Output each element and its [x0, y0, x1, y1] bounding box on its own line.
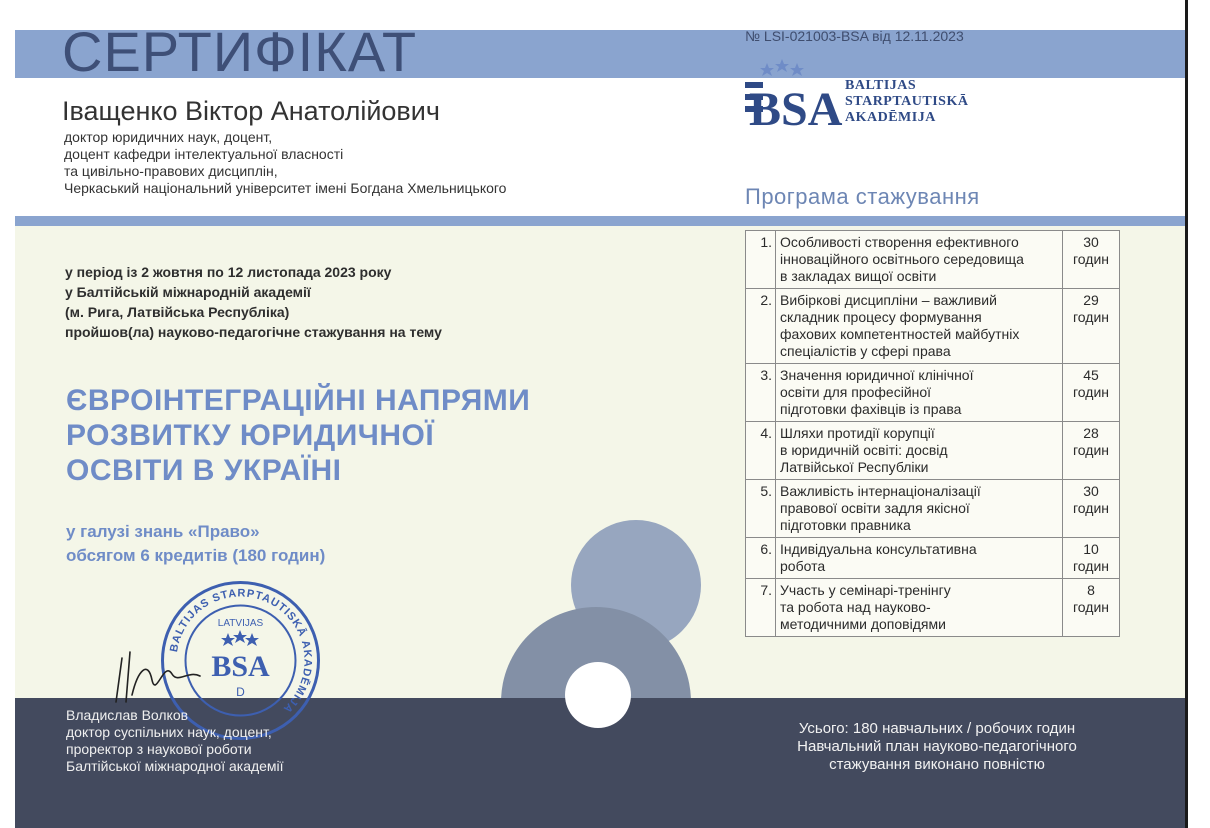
field-line: обсягом 6 кредитів (180 годин) [66, 546, 326, 565]
hours-value: 29 [1083, 292, 1099, 308]
program-item-hours [1063, 480, 1120, 538]
program-item-hours [1063, 364, 1120, 422]
program-row [746, 289, 1120, 364]
signer-line: Балтійської міжнародної академії [66, 758, 284, 774]
signer-block [66, 707, 284, 775]
topic-line: інноваційного освітнього середовища [780, 251, 1024, 267]
period-line: пройшов(ла) науково-педагогічне стажування на тему [65, 324, 442, 340]
logo-line: STARPTAUTISKĀ [845, 94, 969, 109]
summary-line: Навчальний план науково-педагогічного [797, 738, 1077, 755]
program-item-hours [1063, 538, 1120, 579]
period-line: у Балтійській міжнародній академії [65, 284, 311, 300]
program-row [746, 364, 1120, 422]
program-row [746, 538, 1120, 579]
signer-line: проректор з наукової роботи [66, 741, 252, 757]
hours-unit: годин [1073, 500, 1109, 516]
topic-line: та робота над науково- [780, 599, 931, 615]
topic-line: в закладах вищої освіти [780, 268, 937, 284]
topic-line: правової освіти задля якісної [780, 500, 970, 516]
divider-band [15, 216, 1185, 226]
period-line: (м. Рига, Латвійська Республіка) [65, 304, 290, 320]
program-item-number: 1. [746, 231, 776, 289]
hours-value: 28 [1083, 425, 1099, 441]
program-title: Програма стажування [745, 184, 980, 209]
topic-line: методичними доповідями [780, 616, 946, 632]
topic-line: Значення юридичної клінічної [780, 367, 974, 383]
topic-line: Вибіркові дисципліни – важливий [780, 292, 997, 308]
theme-line: ЄВРОІНТЕГРАЦІЙНІ НАПРЯМИ [66, 384, 531, 417]
program-row [746, 422, 1120, 480]
stamp-inner-top: LATVIJAS [217, 618, 264, 629]
theme-line: РОЗВИТКУ ЮРИДИЧНОЇ [66, 419, 435, 452]
stamp-letter: D [236, 685, 245, 699]
program-row [746, 579, 1120, 637]
program-item-topic [776, 422, 1063, 480]
topic-line: освіти для професійної [780, 384, 932, 400]
program-item-hours [1063, 289, 1120, 364]
knowledge-field [66, 520, 325, 568]
logo-wordmark [845, 78, 968, 126]
topic-line: підготовки правника [780, 517, 911, 533]
hours-value: 45 [1083, 367, 1099, 383]
program-item-topic [776, 364, 1063, 422]
signature-icon [108, 640, 208, 710]
topic-line: складник процесу формування [780, 309, 982, 325]
topic-line: в юридичній освіті: досвід [780, 442, 948, 458]
program-item-topic [776, 289, 1063, 364]
program-item-number: 5. [746, 480, 776, 538]
program-item-topic [776, 579, 1063, 637]
recipient-line: доцент кафедри інтелектуальної власності [64, 146, 344, 162]
hours-unit: годин [1073, 558, 1109, 574]
certificate-title: СЕРТИФІКАТ [62, 20, 418, 83]
topic-line: Участь у семінарі-тренінгу [780, 582, 951, 598]
signer-line: Владислав Волков [66, 707, 189, 723]
topic-line: робота [780, 558, 826, 574]
program-row [746, 480, 1120, 538]
logo-line: AKADĒMIJA [845, 110, 936, 125]
program-item-hours [1063, 231, 1120, 289]
program-item-hours [1063, 422, 1120, 480]
topic-line: Латвійської Республіки [780, 459, 929, 475]
topic-line: підготовки фахівців із права [780, 401, 962, 417]
certificate-number: № LSI-021003-BSA від 12.11.2023 [745, 28, 964, 44]
summary-line: Усього: 180 навчальних / робочих годин [798, 720, 1076, 737]
program-item-number: 6. [746, 538, 776, 579]
program-table [745, 230, 1120, 637]
hours-value: 8 [1087, 582, 1095, 598]
hours-unit: годин [1073, 599, 1109, 615]
program-item-number: 4. [746, 422, 776, 480]
program-item-topic [776, 538, 1063, 579]
hours-value: 30 [1083, 234, 1099, 250]
signer-line: доктор суспільних наук, доцент, [66, 724, 272, 740]
topic-line: Індивідуальна консультативна [780, 541, 977, 557]
program-item-topic [776, 480, 1063, 538]
summary-line: стажування виконано повністю [829, 756, 1045, 773]
hours-unit: годин [1073, 251, 1109, 267]
program-item-topic [776, 231, 1063, 289]
completion-summary [752, 720, 1122, 774]
field-line: у галузі знань «Право» [66, 522, 260, 541]
internship-theme [66, 383, 530, 488]
topic-line: Особливості створення ефективного [780, 234, 1019, 250]
recipient-line: Черкаський національний університет імені Богдана Хмельницького [64, 180, 507, 196]
period-text [65, 262, 442, 342]
program-row [746, 231, 1120, 289]
topic-line: Шляхи протидії корупції [780, 425, 935, 441]
topic-line: Важливість інтернаціоналізації [780, 483, 981, 499]
stamp-center: BSA [211, 650, 270, 683]
recipient-line: та цивільно-правових дисциплін, [64, 163, 278, 179]
logo-line: BALTIJAS [845, 78, 917, 93]
hours-value: 10 [1083, 541, 1099, 557]
theme-line: ОСВІТИ В УКРАЇНІ [66, 454, 342, 487]
hours-unit: годин [1073, 384, 1109, 400]
stamp-ring-text: BALTIJAS STARPTAUTISKĀ AKADĒMIJA [168, 587, 314, 716]
scan-edge [1185, 0, 1188, 828]
recipient-description [64, 129, 506, 197]
svg-text:BSA: BSA [749, 83, 843, 135]
program-item-number: 2. [746, 289, 776, 364]
topic-line: фахових компетентностей майбутніх [780, 326, 1020, 342]
recipient-line: доктор юридичних наук, доцент, [64, 129, 273, 145]
topic-line: спеціалістів у сфері права [780, 343, 951, 359]
hours-unit: годин [1073, 442, 1109, 458]
program-item-number: 7. [746, 579, 776, 637]
hours-unit: годин [1073, 309, 1109, 325]
hours-value: 30 [1083, 483, 1099, 499]
period-line: у період із 2 жовтня по 12 листопада 2023 року [65, 264, 392, 280]
program-item-number: 3. [746, 364, 776, 422]
program-item-hours [1063, 579, 1120, 637]
recipient-name: Іващенко Віктор Анатолійович [62, 96, 440, 126]
